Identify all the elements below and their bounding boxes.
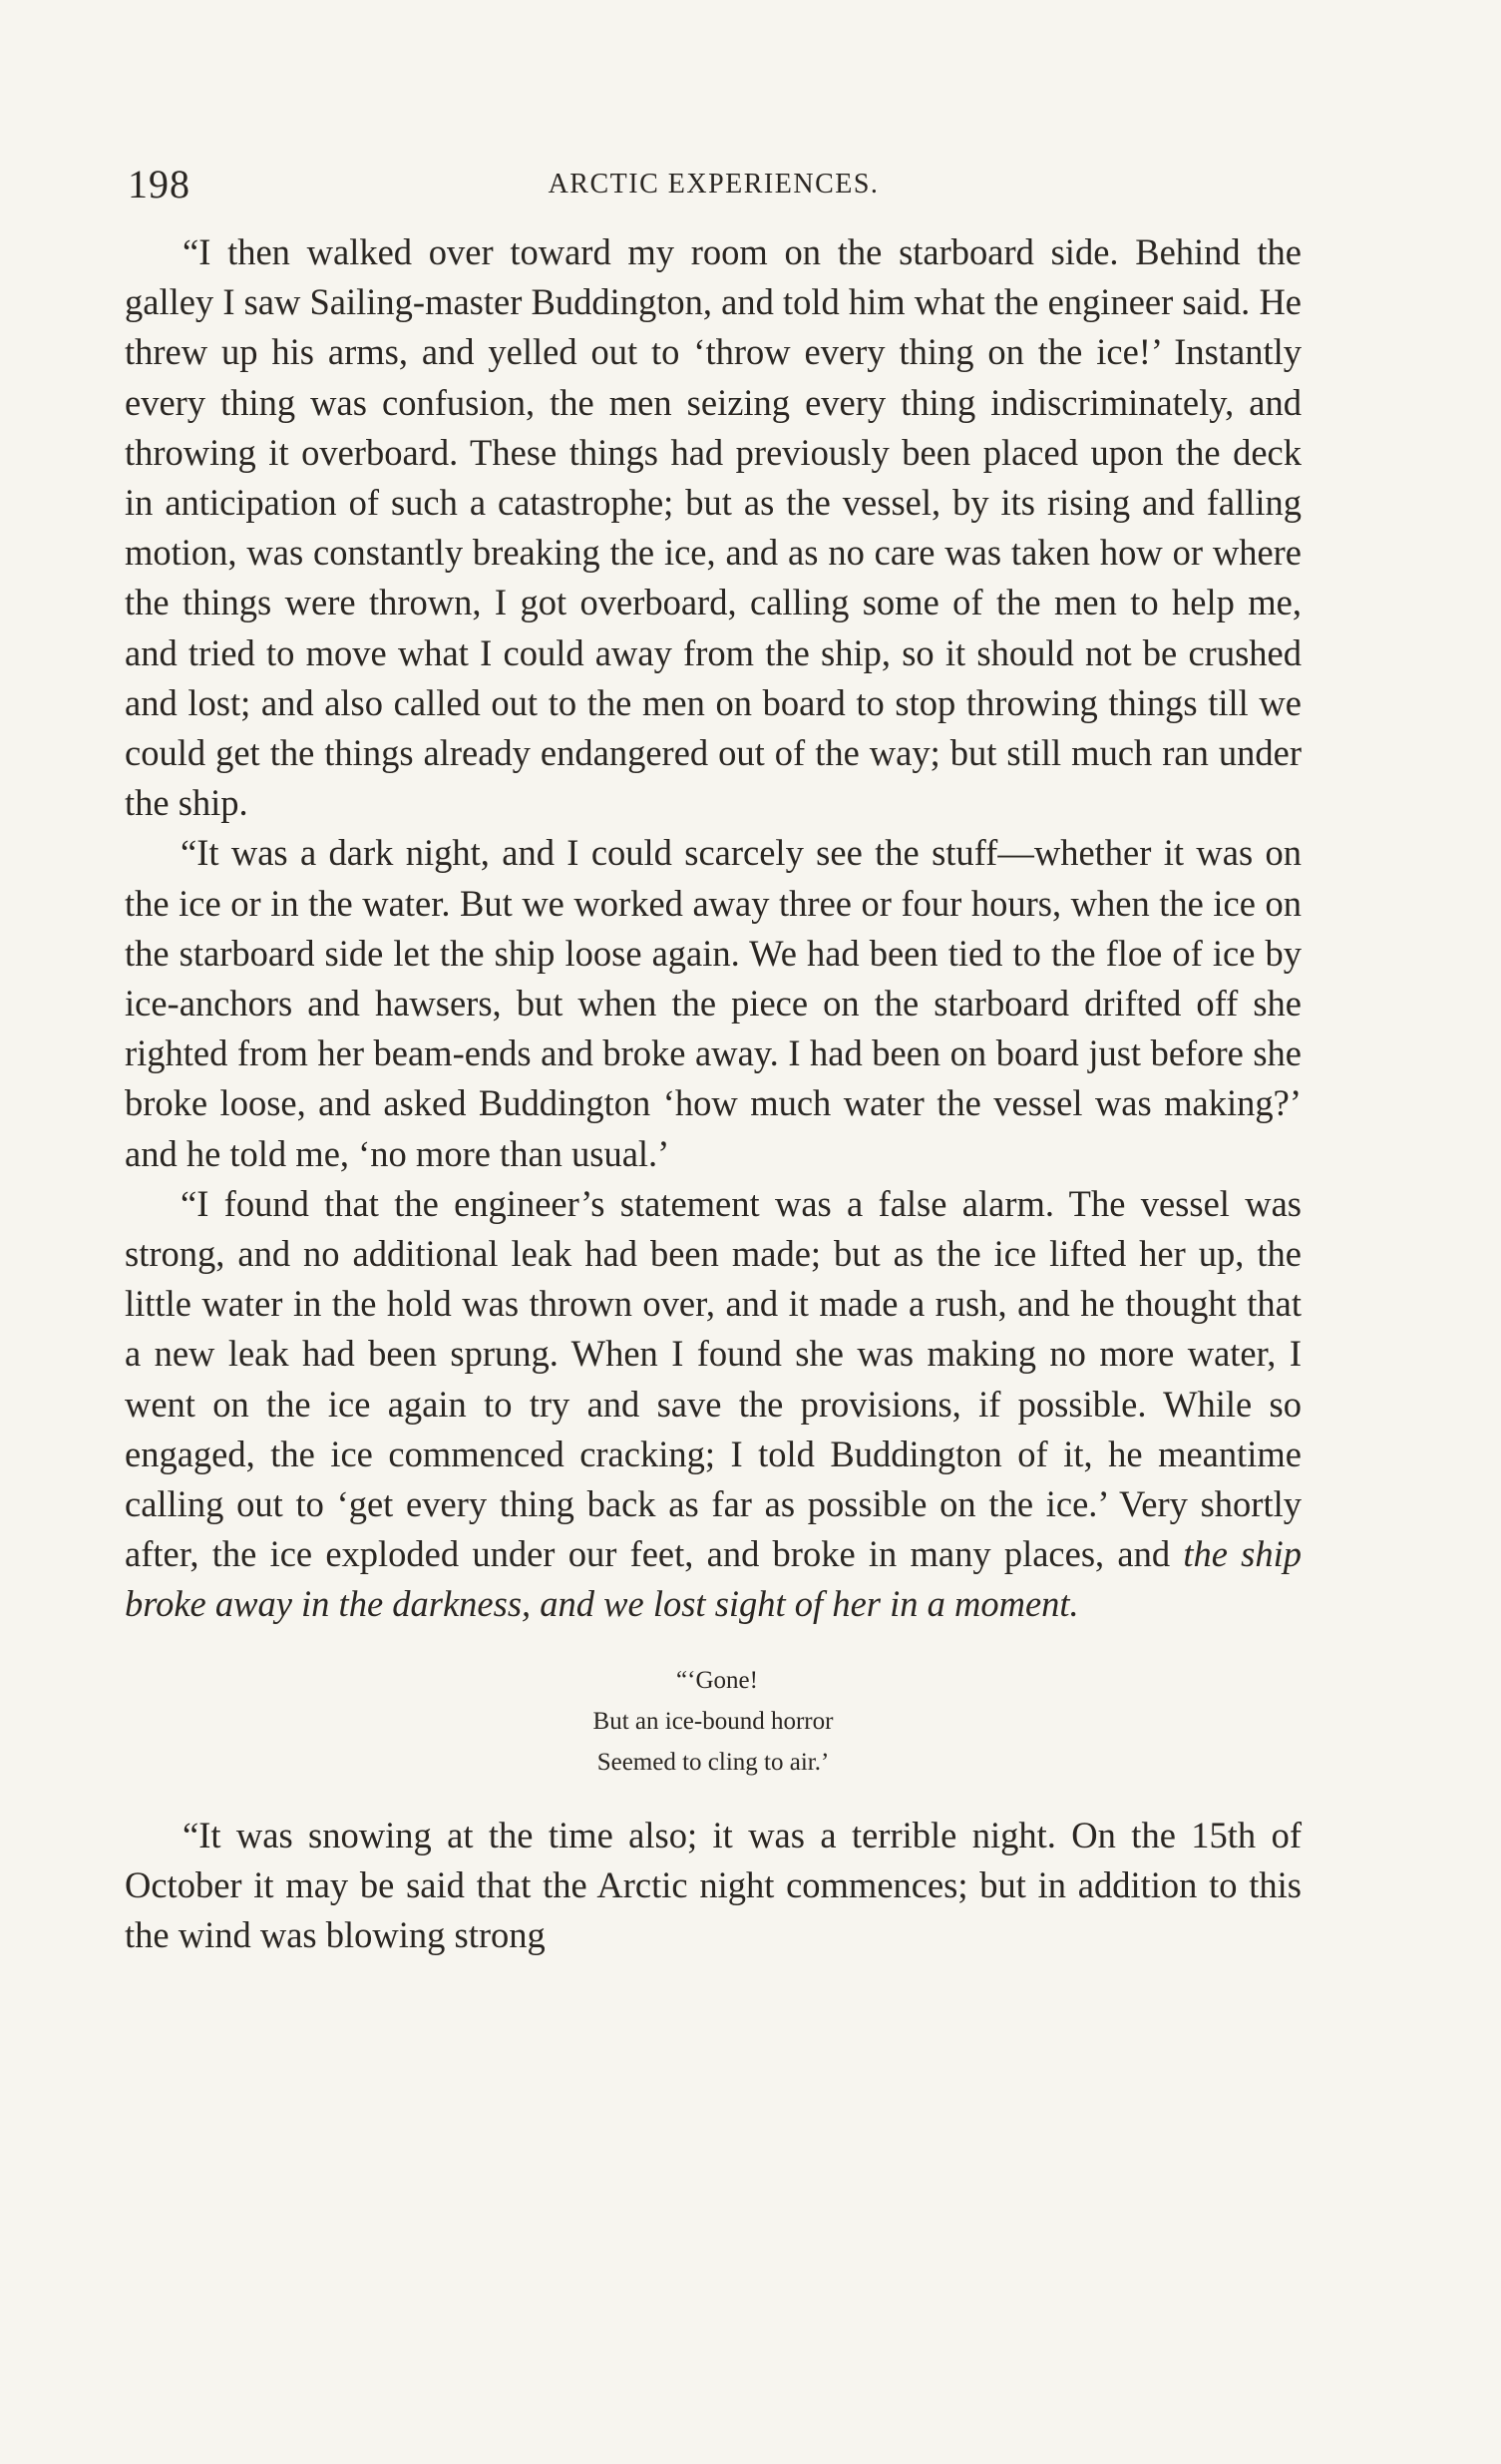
paragraph: [125, 1179, 1302, 1630]
paragraph: “It was snowing at the time also; it was a terrible night. On the 15th of October it may be said that the Arctic night commences; but in addition to this the wind was blowing strong: [125, 1814, 1302, 1956]
paragraph-text: “I found that the engineer’s statement was a false alarm. The vessel was strong, and no additional leak had been made; but as the ice lifted her up, the little water in the hold was thrown over, and it made a rush, and he thought that a new leak had been sprung. When I found she was making no more water, I went on the ice again to try and save the provisions, if possible. While so engaged, the ice commenced cracking; I told Buddington of it, he meantime calling out to ‘get every thing back as far as possible on the ice.’ Very shortly after, the ice exploded under our feet, and broke in many places, and: [125, 1182, 1302, 1575]
poem-quote: [125, 1660, 1302, 1783]
page-header: [128, 160, 1300, 209]
paragraph: “It was a dark night, and I could scarcely see the stuff—whether it was on the ice or in the water. But we worked away three or four hours, when the ice on the starboard side let the ship loose again. We had been tied to the floe of ice by ice-anchors and hawsers, but when the piece on the starboard drifted off she righted from her beam-ends and broke away. I had been on board just before she broke loose, and asked Buddington ‘how much water the vessel was making?’ and he told me, ‘no more than usual.’: [125, 832, 1302, 1174]
page-number: 198: [128, 162, 190, 206]
running-title: ARCTIC EXPERIENCES.: [548, 169, 880, 200]
italic-passage: the ship broke away in the darkness, and we lost sight of her in a moment.: [125, 1533, 1302, 1625]
poem-line: “‘Gone!: [676, 1666, 758, 1694]
paragraph: “I then walked over toward my room on the starboard side. Behind the galley I saw Sailing-master Buddington, and told him what the engineer said. He threw up his arms, and yelled out to ‘throw every thing on the ice!’ Instantly every thing was confusion, the men seizing every thing indiscriminately, and throwing it overboard. These things had previously been placed upon the deck in anticipation of such a catastrophe; but as the vessel, by its rising and falling motion, was constantly breaking the ice, and as no care was taken how or where the things were thrown, I got overboard, calling some of the men to help me, and tried to move what I could away from the ship, so it should not be crushed and lost; and also called out to the men on board to stop throwing things till we could get the things already endangered out of the way; but still much ran under the ship.: [125, 231, 1302, 824]
poem-line: But an ice-bound horror: [592, 1707, 834, 1735]
poem-line: Seemed to cling to air.’: [596, 1748, 830, 1776]
body-text: [125, 227, 1302, 1960]
